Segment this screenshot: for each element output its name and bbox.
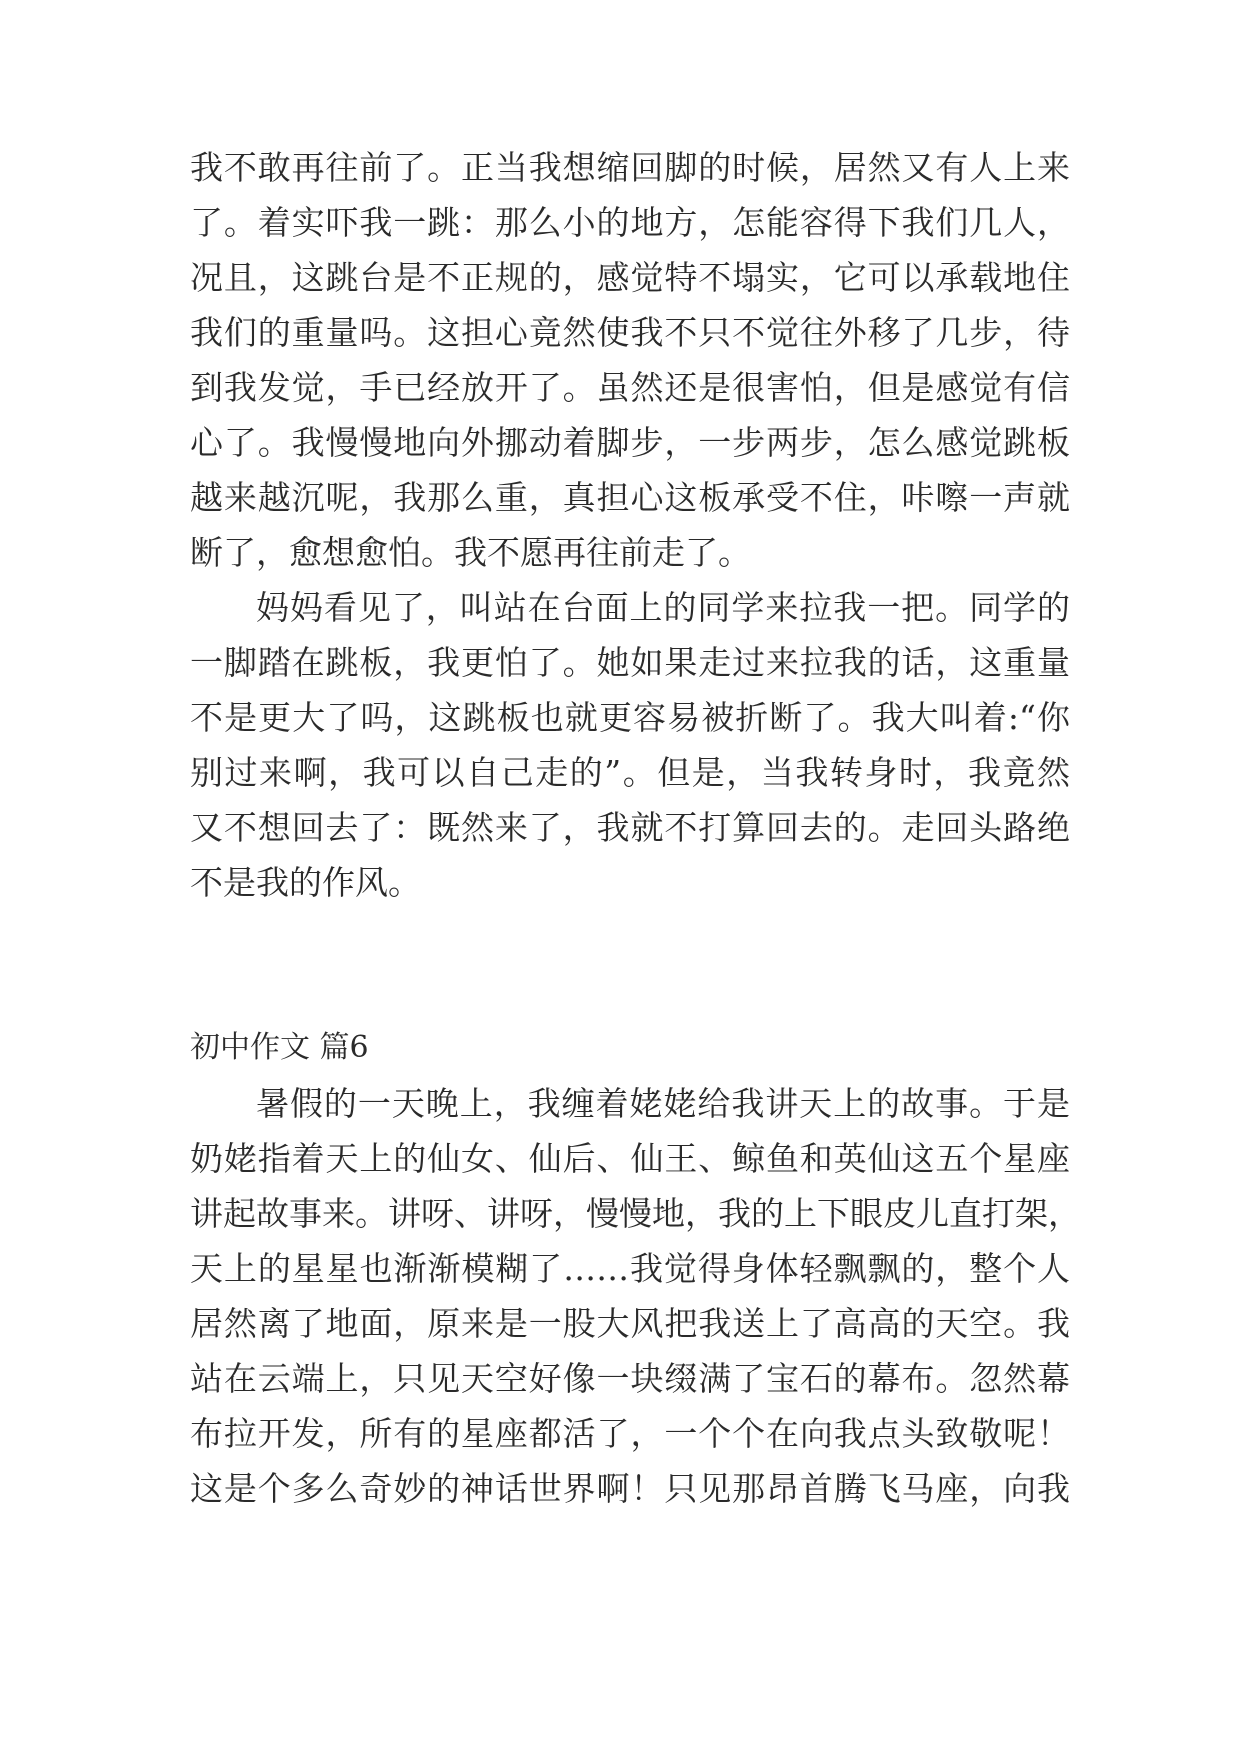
section-heading: 初中作文 篇6: [190, 1030, 369, 1065]
text-line: 这是个多么奇妙的神话世界啊！只见那昂首腾飞马座，向我: [190, 1469, 1070, 1508]
text-line: 站在云端上，只见天空好像一块缀满了宝石的幕布。忽然幕: [190, 1359, 1070, 1398]
text-line: 到我发觉，手已经放开了。虽然还是很害怕，但是感觉有信: [190, 368, 1070, 407]
text-line: 了。着实吓我一跳：那么小的地方，怎能容得下我们几人，: [190, 203, 1070, 242]
text-line: 越来越沉呢，我那么重，真担心这板承受不住，咔嚓一声就: [190, 478, 1070, 517]
text-line: 不是我的作风。: [190, 863, 421, 902]
text-line: 居然离了地面，原来是一股大风把我送上了高高的天空。我: [190, 1304, 1070, 1343]
text-line: 一脚踏在跳板，我更怕了。她如果走过来拉我的话，这重量: [190, 643, 1070, 682]
text-line: 讲起故事来。讲呀、讲呀，慢慢地，我的上下眼皮儿直打架，: [190, 1194, 1081, 1233]
text-line: 布拉开发，所有的星座都活了，一个个在向我点头致敬呢！: [190, 1414, 1070, 1453]
text-line: 不是更大了吗，这跳板也就更容易被折断了。我大叫着:“你: [190, 698, 1070, 737]
text-line: 妈妈看见了，叫站在台面上的同学来拉我一把。同学的: [256, 588, 1070, 627]
text-line: 又不想回去了：既然来了，我就不打算回去的。走回头路绝: [190, 808, 1070, 847]
text-line: 况且，这跳台是不正规的，感觉特不塌实，它可以承载地住: [190, 258, 1070, 297]
text-line: 天上的星星也渐渐模糊了……我觉得身体轻飘飘的，整个人: [190, 1249, 1070, 1288]
text-line: 我们的重量吗。这担心竟然使我不只不觉往外移了几步，待: [190, 313, 1070, 352]
text-line: 别过来啊，我可以自己走的”。但是，当我转身时，我竟然: [190, 753, 1070, 792]
text-line: 奶姥指着天上的仙女、仙后、仙王、鲸鱼和英仙这五个星座: [190, 1139, 1070, 1178]
text-line: 心了。我慢慢地向外挪动着脚步，一步两步，怎么感觉跳板: [190, 423, 1070, 462]
text-line: 暑假的一天晚上，我缠着姥姥给我讲天上的故事。于是: [256, 1084, 1070, 1123]
text-line: 断了，愈想愈怕。我不愿再往前走了。: [190, 533, 751, 572]
text-line: 我不敢再往前了。正当我想缩回脚的时候，居然又有人上来: [190, 148, 1070, 187]
